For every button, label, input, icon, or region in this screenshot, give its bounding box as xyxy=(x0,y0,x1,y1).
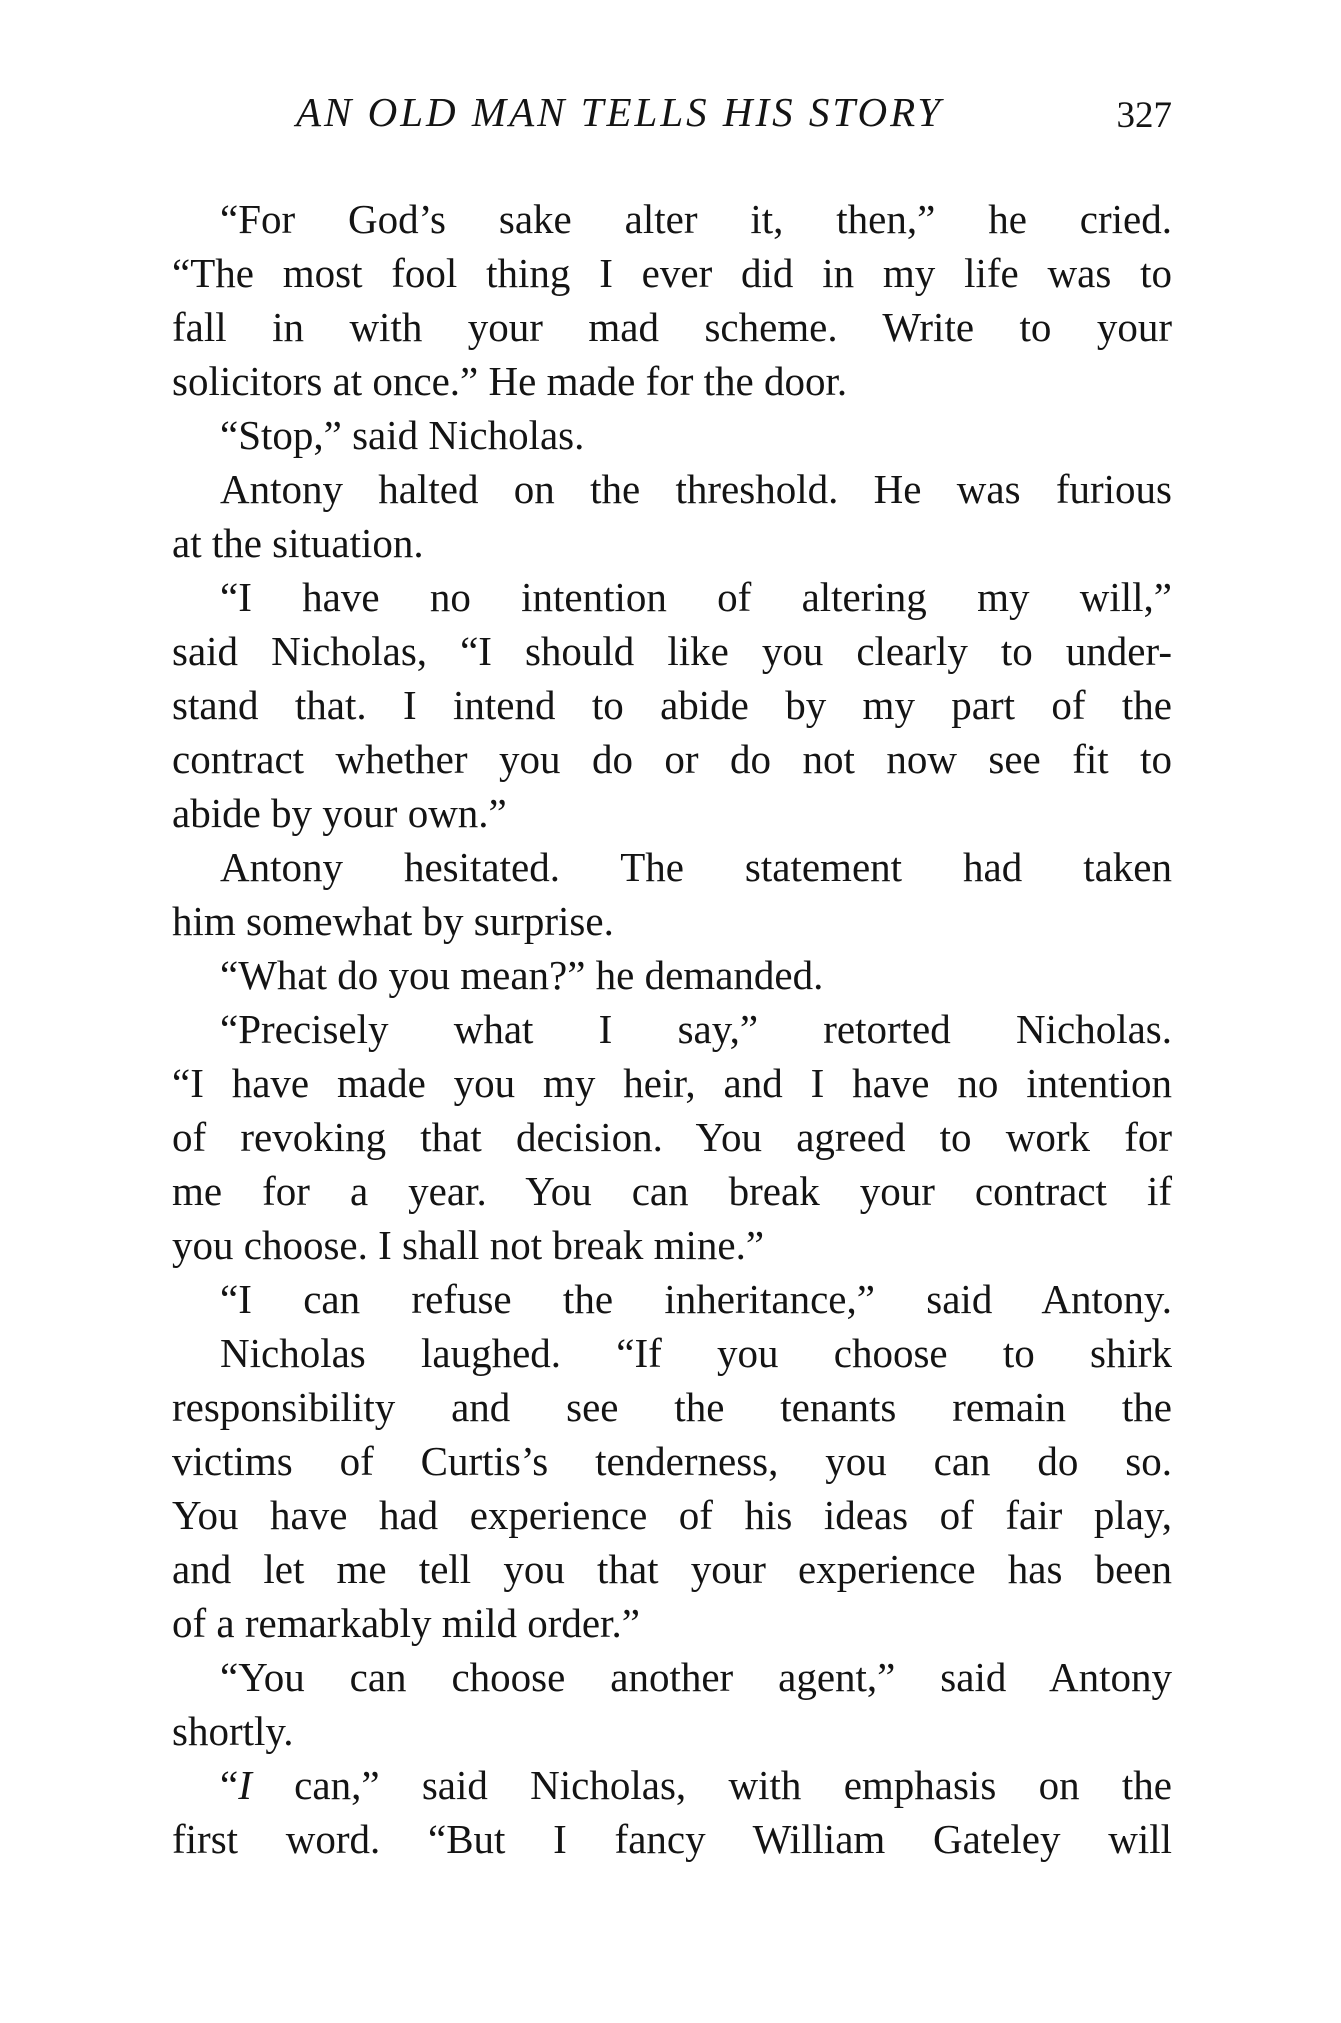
text-line: you choose. I shall not break mine.” xyxy=(172,1222,765,1268)
text-line: You have had experience of his ideas of fair play, xyxy=(172,1492,1172,1538)
page-number: 327 xyxy=(1116,95,1172,136)
text-line: of revoking that decision. You agreed to work for xyxy=(172,1114,1172,1160)
text-line: “What do you mean?” he demanded. xyxy=(220,952,824,998)
text-line: solicitors at once.” He made for the door. xyxy=(172,358,848,404)
text-line: “I have made you my heir, and I have no intention xyxy=(172,1060,1172,1106)
text-line: contract whether you do or do not now see fit to xyxy=(172,736,1172,782)
text-line: “Precisely what I say,” retorted Nicholas. xyxy=(220,1006,1172,1052)
running-head xyxy=(172,88,1172,148)
text-line: “For God’s sake alter it, then,” he cried. xyxy=(220,196,1172,242)
text-line xyxy=(172,1758,1172,1812)
text-line: “I have no intention of altering my will,” xyxy=(220,574,1172,620)
text-line: Nicholas laughed. “If you choose to shirk xyxy=(220,1330,1172,1376)
body-text xyxy=(172,192,1172,1866)
text-line: me for a year. You can break your contract if xyxy=(172,1168,1172,1214)
line-text: said Nicholas, with emphasis on the xyxy=(421,1762,1172,1808)
text-line: victims of Curtis’s tenderness, you can do so. xyxy=(172,1438,1172,1484)
text-line: and let me tell you that your experience has been xyxy=(172,1546,1172,1592)
text-line: stand that. I intend to abide by my part of the xyxy=(172,682,1172,728)
text-line: “Stop,” said Nicholas. xyxy=(220,412,585,458)
text-line: of a remarkably mild order.” xyxy=(172,1600,640,1646)
text-line: “You can choose another agent,” said Antony xyxy=(220,1654,1172,1700)
text-line: shortly. xyxy=(172,1708,294,1754)
text-line: at the situation. xyxy=(172,520,424,566)
line-lead-quote: “ xyxy=(220,1762,239,1808)
text-line: Antony halted on the threshold. He was furious xyxy=(220,466,1172,512)
line-lead-rest: can,” xyxy=(251,1762,422,1808)
text-line: him somewhat by surprise. xyxy=(172,898,614,944)
text-line: Antony hesitated. The statement had taken xyxy=(220,844,1172,890)
emphasis-word: I xyxy=(238,1762,252,1808)
text-line: abide by your own.” xyxy=(172,790,507,836)
text-line: responsibility and see the tenants remain the xyxy=(172,1384,1172,1430)
text-line: “The most fool thing I ever did in my life was to xyxy=(172,250,1172,296)
running-title: AN OLD MAN TELLS HIS STORY xyxy=(296,89,944,135)
text-line: first word. “But I fancy William Gateley will xyxy=(172,1816,1172,1862)
text-line: “I can refuse the inheritance,” said Antony. xyxy=(220,1276,1172,1322)
text-line: said Nicholas, “I should like you clearly to under- xyxy=(172,628,1172,674)
text-line: fall in with your mad scheme. Write to your xyxy=(172,304,1172,350)
